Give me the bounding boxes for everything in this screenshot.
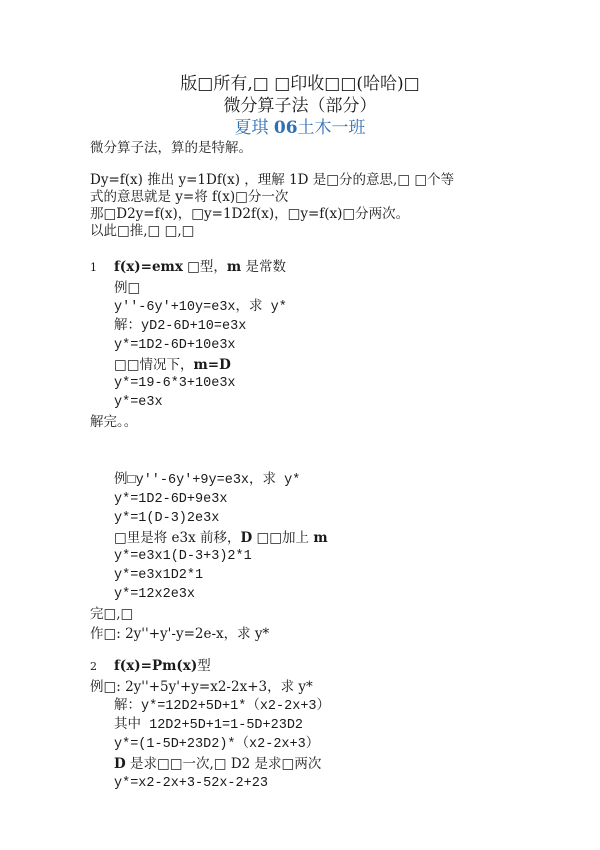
example-2-line-4-d: D — [240, 530, 253, 546]
section-2-line-6: y*=x2-2x+3-52x-2+23 — [114, 776, 268, 791]
section-1-note: 是常数 — [241, 259, 287, 275]
example-1-line-2: 解：yD2-6D+10=e3x — [114, 319, 247, 334]
homework-1: 作□: 2y''+y'-y=2e-x，求 y* — [90, 626, 270, 642]
author-class-number: 06 — [273, 118, 298, 138]
example-2-end: 完□,□ — [90, 606, 134, 622]
example-2-line-4-m: m — [313, 530, 328, 546]
author-name: 夏琪 — [234, 118, 274, 138]
section-2-line-5 — [114, 757, 321, 772]
example-1-line-6: y*=e3x — [114, 395, 163, 410]
example-2-line-4-mid: □□加上 — [252, 530, 314, 546]
section-2-type: 型 — [197, 658, 211, 674]
example-2-line-3: y*=1(D-3)2e3x — [114, 511, 220, 526]
section-2-heading — [90, 659, 211, 674]
author-line — [0, 119, 600, 138]
author-class: 土木一班 — [297, 118, 366, 138]
example-1-line-1: y''-6y'+10y=e3x，求 y* — [114, 300, 287, 315]
section-2-formula: f(x)=Pm(x) — [114, 658, 198, 674]
example-1-line-4-bold: m=D — [193, 357, 231, 373]
section-2-line-4: y*=(1-5D+23D2)*（x2-2x+3） — [114, 737, 320, 752]
intro-line-1: 微分算子法，算的是特解。 — [90, 140, 252, 156]
example-1-line-3: y*=1D2-6D+10e3x — [114, 338, 236, 353]
example-2-line-4-text: □里是将 e3x 前移， — [114, 530, 241, 546]
section-2-line-3: 其中 12D2+5D+1=1-5D+23D2 — [114, 718, 304, 733]
section-1-number: 1 — [90, 261, 97, 274]
section-1-heading — [90, 260, 286, 275]
example-1-line-4 — [114, 358, 231, 373]
example-1-end: 解完。。 — [90, 414, 138, 430]
example-1-line-5: y*=19-6*3+10e3x — [114, 376, 236, 391]
example-2-line-4 — [114, 531, 328, 546]
intro-line-5: 以此□推,□ □,□ — [90, 223, 195, 239]
section-1-type: □型， — [182, 259, 227, 275]
copyright-line: 版□所有,□ □印收□□(哈哈)□ — [180, 74, 420, 94]
section-1-m: m — [226, 259, 242, 275]
intro-line-2: Dy=f(x) 推出 y=1Df(x) ，理解 1D 是□分的意思,□ □个等 — [90, 172, 455, 188]
intro-line-3: 式的意思就是 y=将 f(x)□分一次 — [90, 189, 289, 205]
section-2-example: 例□: 2y''+5y'+y=x2-2x+3，求 y* — [90, 679, 313, 695]
example-2-line-2: y*=1D2-6D+9e3x — [114, 492, 228, 507]
example-1-label: 例□ — [114, 280, 141, 296]
example-2-line-6: y*=e3x1D2*1 — [114, 568, 204, 583]
section-2-line-5-d: D — [114, 756, 126, 772]
example-2-line-7: y*=12x2e3x — [114, 587, 196, 602]
section-2-number: 2 — [90, 660, 97, 673]
section-1-formula: f(x)=emx — [114, 259, 183, 275]
section-2-line-5-text: 是求□□一次,□ D2 是求□两次 — [125, 756, 322, 772]
example-1-line-4-text: □□情况下， — [114, 357, 194, 373]
page-title: 微分算子法（部分） — [223, 96, 377, 116]
section-2-line-2: 解：y*=12D2+5D+1*（x2-2x+3） — [114, 699, 331, 714]
intro-line-4: 那□D2y=f(x)，□y=1D2f(x)，□y=f(x)□分两次。 — [90, 206, 410, 222]
example-2-line-1: 例□y''-6y'+9y=e3x，求 y* — [114, 473, 301, 488]
example-2-line-5: y*=e3x1(D-3+3)2*1 — [114, 549, 252, 564]
